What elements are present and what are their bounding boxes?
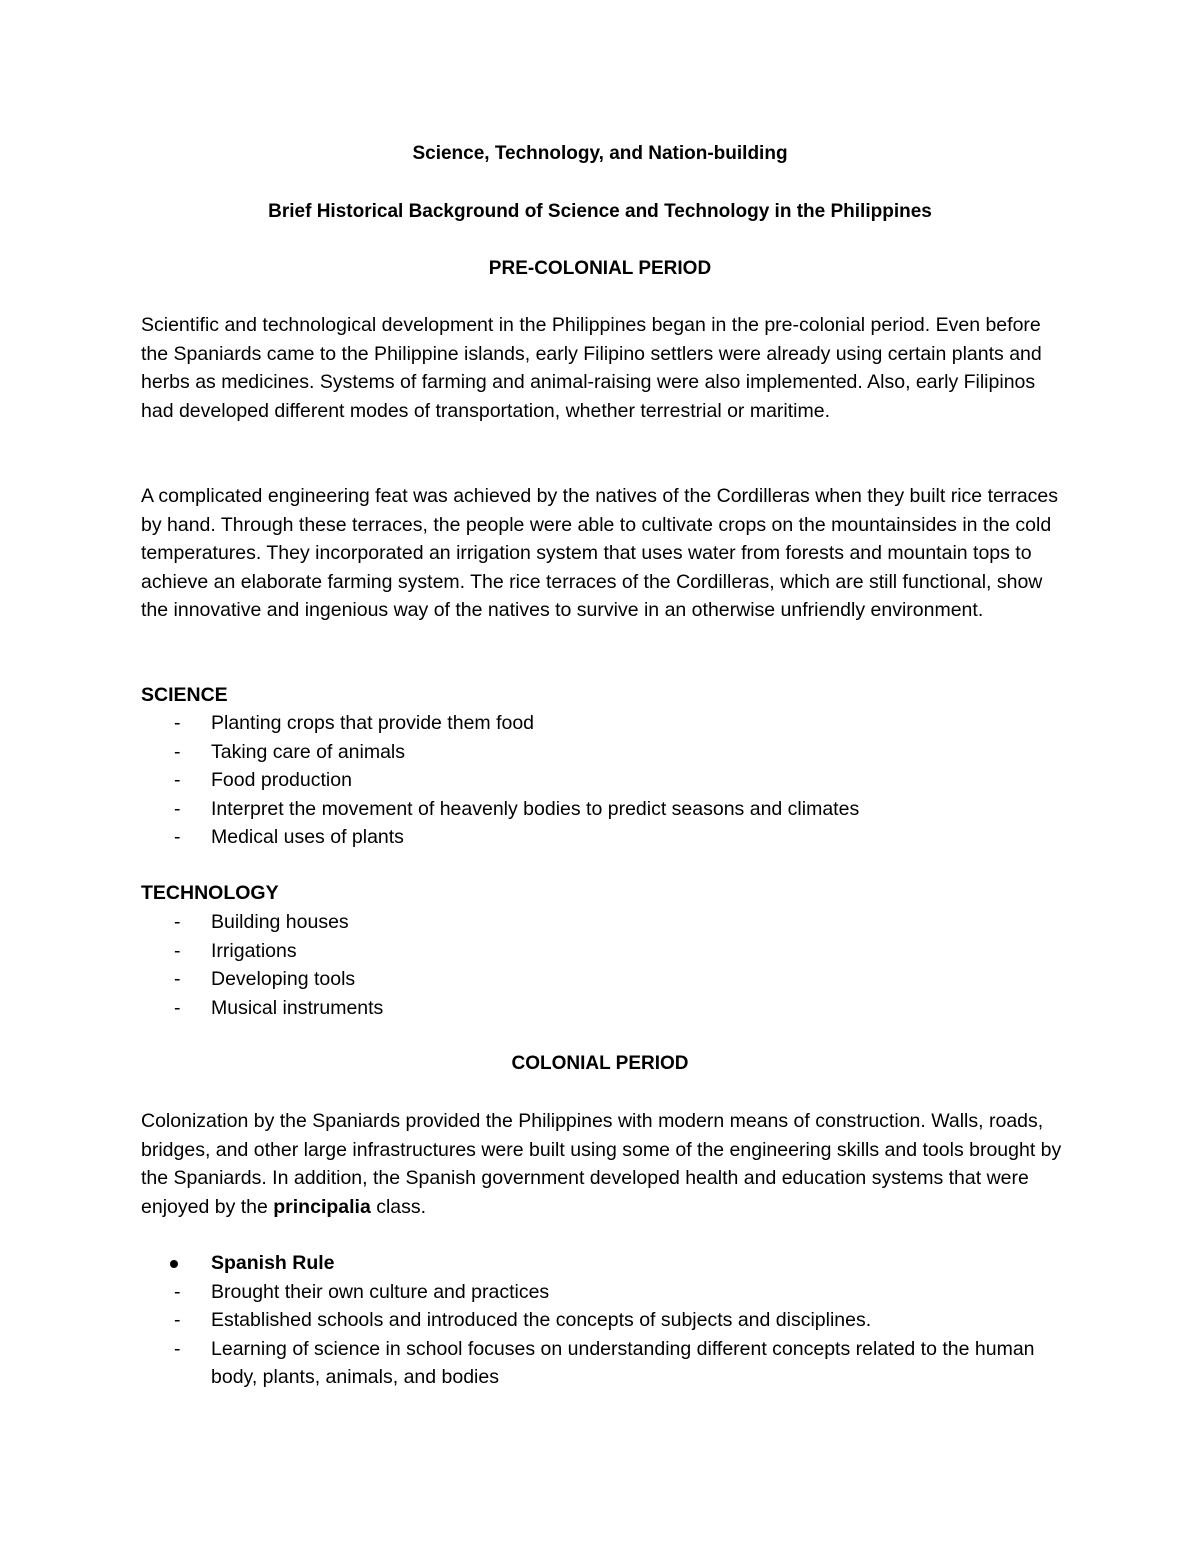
list-item xyxy=(141,1249,1071,1278)
science-list xyxy=(141,709,1071,852)
list-item-text: Medical uses of plants xyxy=(211,826,404,849)
list-item-text: Musical instruments xyxy=(211,996,384,1019)
list-item xyxy=(141,766,1071,795)
list-item xyxy=(141,709,1071,738)
list-item xyxy=(141,1335,1071,1392)
list-item xyxy=(141,937,1071,966)
spanish-rule-label: Spanish Rule xyxy=(211,1252,335,1274)
list-item xyxy=(141,795,1071,824)
colonial-paragraph-1 xyxy=(141,1107,1071,1221)
list-item-text: Interpret the movement of heavenly bodies to predict seasons and climates xyxy=(211,797,860,820)
list-item xyxy=(141,738,1071,767)
dash-marker: - xyxy=(174,826,181,849)
dash-marker: - xyxy=(174,1280,181,1303)
list-item xyxy=(141,1278,1071,1307)
list-item-text: Learning of science in school focuses on understanding different concepts related to the human body, plants, animals, and bodies xyxy=(211,1337,1035,1389)
list-item-text: Building houses xyxy=(211,911,349,933)
precolonial-heading: PRE-COLONIAL PERIOD xyxy=(488,258,712,279)
colonial-paragraph-end: class. xyxy=(370,1195,427,1218)
document-title: Science, Technology, and Nation-building xyxy=(412,143,788,164)
principalia-term: principalia xyxy=(273,1195,371,1218)
colonial-paragraph-text: Colonization by the Spaniards provided the Philippines with modern means of construction. Walls, roads, bridges, and other large infrastructures were built using some of the engineering skills and tools brought by the Spaniards. In addition, the Spanish government developed health and education systems that were enjoyed by the xyxy=(141,1110,1062,1218)
dash-marker: - xyxy=(174,939,181,962)
dash-marker: - xyxy=(174,740,181,763)
dash-marker: - xyxy=(174,968,181,991)
dash-marker: - xyxy=(174,769,181,792)
list-item-text: Food production xyxy=(211,769,352,792)
colonial-heading: COLONIAL PERIOD xyxy=(511,1053,689,1074)
list-item-text: Developing tools xyxy=(211,968,356,991)
dash-marker: - xyxy=(174,1337,181,1360)
list-item-text: Irrigations xyxy=(211,939,297,962)
dash-marker: - xyxy=(174,712,181,734)
list-item xyxy=(141,823,1071,852)
list-item-text: Established schools and introduced the concepts of subjects and disciplines. xyxy=(211,1309,872,1332)
list-item-text: Taking care of animals xyxy=(211,740,406,763)
precolonial-paragraph-1: Scientific and technological development in the Philippines began in the pre-colonial period. Even before the Spaniards came to the Philippine islands, early Filipino settlers were already using certain plants and herbs as medicines. Systems of farming and animal-raising were also implemented. Also, early Filipinos had developed different modes of transportation, whether terrestrial or maritime. xyxy=(141,314,1042,422)
bullet-icon xyxy=(170,1260,178,1268)
dash-marker: - xyxy=(174,911,181,933)
dash-marker: - xyxy=(174,797,181,820)
list-item xyxy=(141,965,1071,994)
list-item xyxy=(141,994,1071,1023)
list-item-text: Planting crops that provide them food xyxy=(211,712,535,734)
precolonial-paragraph-2: A complicated engineering feat was achieved by the natives of the Cordilleras when they built rice terraces by hand. Through these terraces, the people were able to cultivate crops on the mountainsides in the cold temperatures. They incorporated an irrigation system that uses water from forests and mountain tops to achieve an elaborate farming system. The rice terraces of the Cordilleras, which are still functional, show the innovative and ingenious way of the natives to survive in an otherwise unfriendly environment. xyxy=(141,485,1059,622)
technology-list xyxy=(141,908,1071,1022)
list-item xyxy=(141,908,1071,937)
list-item-text: Brought their own culture and practices xyxy=(211,1280,550,1303)
dash-marker: - xyxy=(174,996,181,1019)
list-item xyxy=(141,1306,1071,1335)
spanish-rule-list xyxy=(141,1249,1071,1392)
science-heading: SCIENCE xyxy=(141,684,228,706)
dash-marker: - xyxy=(174,1309,181,1332)
document-subtitle: Brief Historical Background of Science and Technology in the Philippines xyxy=(268,201,932,222)
technology-heading: TECHNOLOGY xyxy=(141,882,279,904)
